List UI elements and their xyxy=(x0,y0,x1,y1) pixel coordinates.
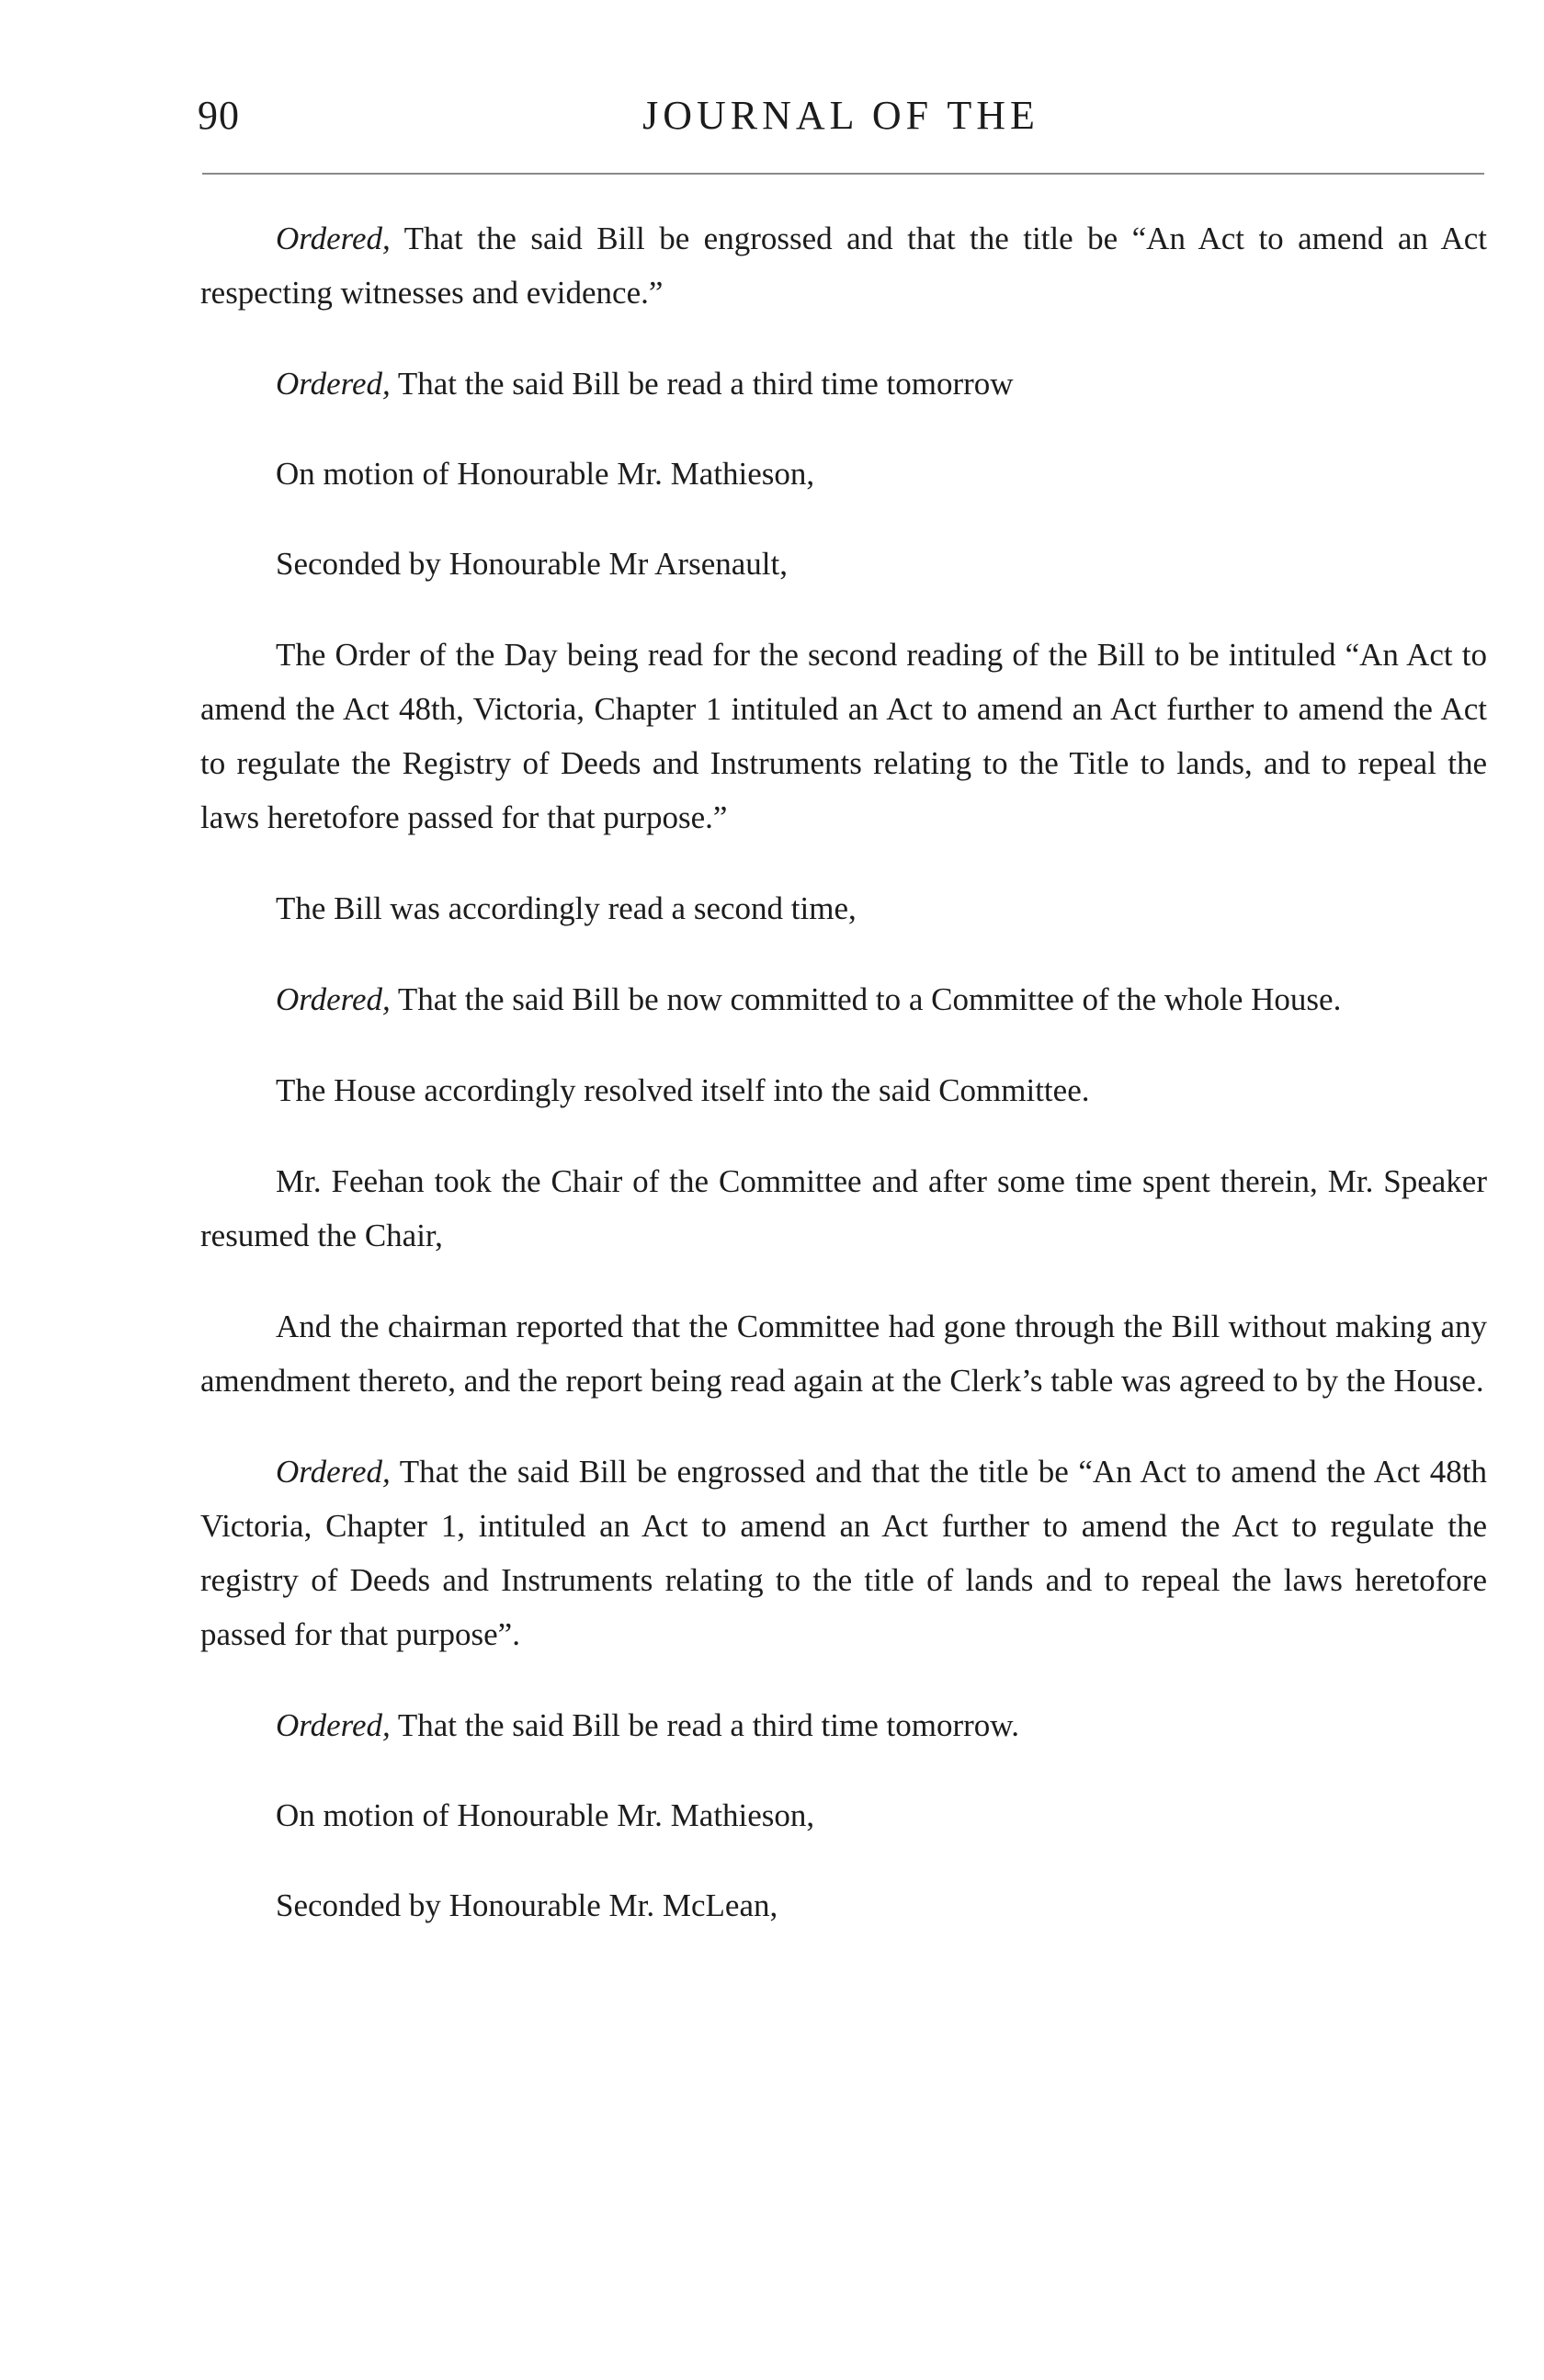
paragraph-text: Seconded by Honourable Mr Arsenault, xyxy=(276,546,788,582)
paragraph-ordered-engrossed-registry xyxy=(200,1445,1487,1661)
paragraph-text: Mr. Feehan took the Chair of the Committee and after some time spent therein, Mr. Speaker resumed the Chair, xyxy=(200,1163,1487,1253)
paragraph-text: And the chairman reported that the Committee had gone through the Bill without making any amendment thereto, and the report being read again at the Clerk’s table was agreed to by the House. xyxy=(200,1309,1487,1399)
paragraph-second-reading xyxy=(200,881,1487,935)
paragraph-text: The Bill was accordingly read a second time, xyxy=(276,890,857,926)
paragraph-text: On motion of Honourable Mr. Mathieson, xyxy=(276,456,815,492)
paragraph-house-resolved xyxy=(200,1063,1487,1117)
paragraph-text: That the said Bill be now committed to a Committee of the whole House. xyxy=(390,981,1342,1017)
paragraph-text: That the said Bill be read a third time tomorrow. xyxy=(390,1707,1020,1743)
paragraph-text: That the said Bill be read a third time tomorrow xyxy=(390,366,1014,402)
journal-body xyxy=(200,211,1487,1932)
running-title: JOURNAL OF THE xyxy=(642,93,1039,138)
paragraph-text: The House accordingly resolved itself into the said Committee. xyxy=(276,1072,1090,1108)
paragraph-ordered-committed xyxy=(200,972,1487,1026)
paragraph-text: The Order of the Day being read for the second reading of the Bill to be intituled “An Act to amend the Act 48th, Victoria, Chapter 1 intituled an Act to amend an Act further to amend the Act to regulate the Registry of Deeds and Instruments relating to the Title to lands, and to repeal the laws heretofore passed for that purpose.” xyxy=(200,637,1487,835)
paragraph-seconded-2 xyxy=(200,1878,1487,1932)
paragraph-seconded xyxy=(200,537,1487,591)
page-header xyxy=(198,92,1484,156)
ordered-label: Ordered, xyxy=(276,221,391,256)
paragraph-ordered-third-reading-2 xyxy=(200,1698,1487,1752)
ordered-label: Ordered, xyxy=(276,981,391,1017)
ordered-label: Ordered, xyxy=(276,366,391,402)
ordered-label: Ordered, xyxy=(276,1454,391,1490)
paragraph-ordered-third-reading xyxy=(200,357,1487,411)
paragraph-chair xyxy=(200,1154,1487,1263)
paragraph-text: Seconded by Honourable Mr. McLean, xyxy=(276,1887,778,1923)
paragraph-chairman-report xyxy=(200,1299,1487,1408)
page-number: 90 xyxy=(198,93,240,138)
paragraph-order-of-the-day xyxy=(200,628,1487,844)
header-rule xyxy=(202,173,1484,175)
paragraph-motion xyxy=(200,447,1487,501)
paragraph-ordered-engrossed-witnesses xyxy=(200,211,1487,320)
paragraph-text: That the said Bill be engrossed and that the title be “An Act to amend an Act respecting witnesses and evidence.” xyxy=(200,221,1487,311)
ordered-label: Ordered, xyxy=(276,1707,391,1743)
paragraph-motion-2 xyxy=(200,1788,1487,1842)
paragraph-text: That the said Bill be engrossed and that the title be “An Act to amend the Act 48th Victoria, Chapter 1, intituled an Act to amend an Act further to amend the Act to regulate the registry of Deeds and Instruments relating to the title of lands and to repeal the laws heretofore passed for that purpose”. xyxy=(200,1454,1487,1652)
paragraph-text: On motion of Honourable Mr. Mathieson, xyxy=(276,1797,815,1833)
